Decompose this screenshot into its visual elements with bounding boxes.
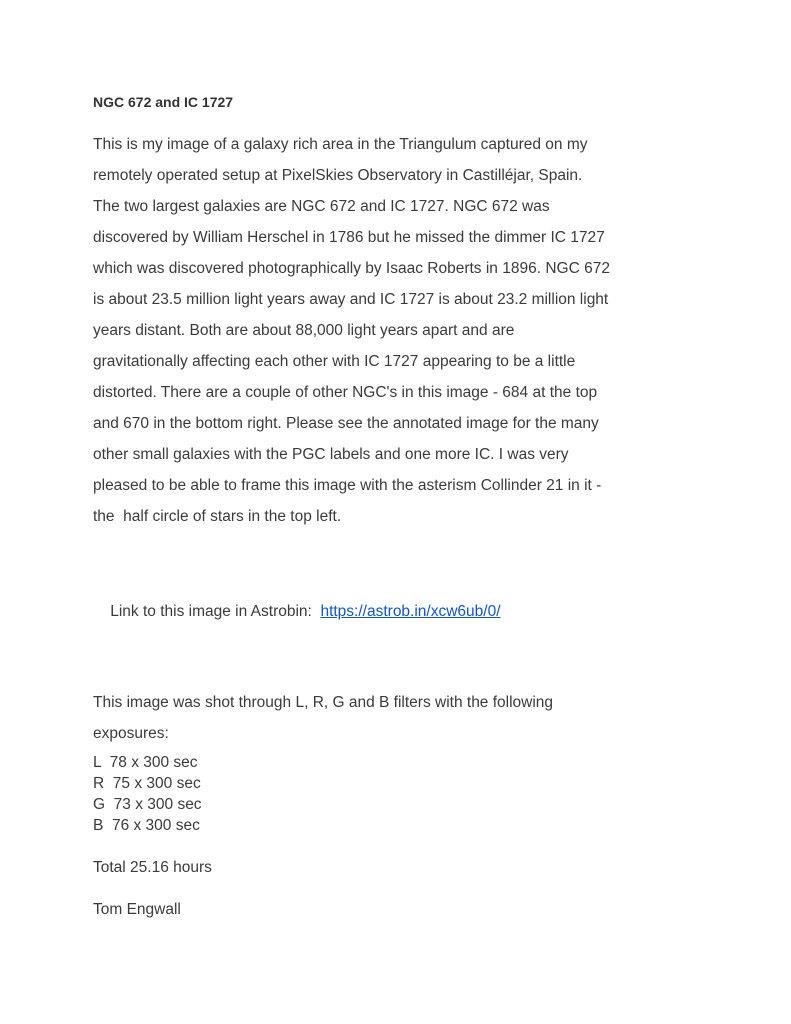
intro-line: is about 23.5 million light years away and IC 1727 is about 23.2 million light [93, 291, 609, 308]
exposure-item-L: L 78 x 300 sec [93, 754, 198, 771]
intro-line: distorted. There are a couple of other NGC's in this image - 684 at the top [93, 384, 598, 401]
exposure-item-R: R 75 x 300 sec [93, 775, 201, 792]
astrobin-link-label: Link to this image in Astrobin: [110, 603, 321, 620]
intro-line: This is my image of a galaxy rich area in the Triangulum captured on my [93, 136, 588, 153]
total-exposure-time: Total 25.16 hours [93, 859, 212, 876]
intro-paragraph [93, 129, 696, 532]
intro-line: The two largest galaxies are NGC 672 and IC 1727. NGC 672 was [93, 198, 550, 215]
intro-line: and 670 in the bottom right. Please see the annotated image for the many [93, 415, 599, 432]
exposure-list [93, 752, 696, 836]
filters-paragraph [93, 687, 696, 749]
intro-line: remotely operated setup at PixelSkies Observatory in Castilléjar, Spain. [93, 167, 583, 184]
filters-line: exposures: [93, 725, 169, 742]
exposure-item-B: B 76 x 300 sec [93, 817, 200, 834]
intro-line: pleased to be able to frame this image with the asterism Collinder 21 in it - [93, 477, 602, 494]
intro-line: discovered by William Herschel in 1786 but he missed the dimmer IC 1727 [93, 229, 605, 246]
intro-line: which was discovered photographically by Isaac Roberts in 1896. NGC 672 [93, 260, 610, 277]
astrobin-link-line [93, 565, 696, 658]
exposure-item-G: G 73 x 300 sec [93, 796, 202, 813]
intro-line: the half circle of stars in the top left. [93, 508, 342, 525]
filters-line: This image was shot through L, R, G and B filters with the following [93, 694, 554, 711]
page-title: NGC 672 and IC 1727 [93, 94, 234, 110]
intro-line: years distant. Both are about 88,000 light years apart and are [93, 322, 515, 339]
astrobin-link[interactable]: https://astrob.in/xcw6ub/0/ [320, 603, 501, 620]
intro-line: other small galaxies with the PGC labels and one more IC. I was very [93, 446, 569, 463]
author-signature: Tom Engwall [93, 901, 181, 918]
intro-line: gravitationally affecting each other with IC 1727 appearing to be a little [93, 353, 576, 370]
